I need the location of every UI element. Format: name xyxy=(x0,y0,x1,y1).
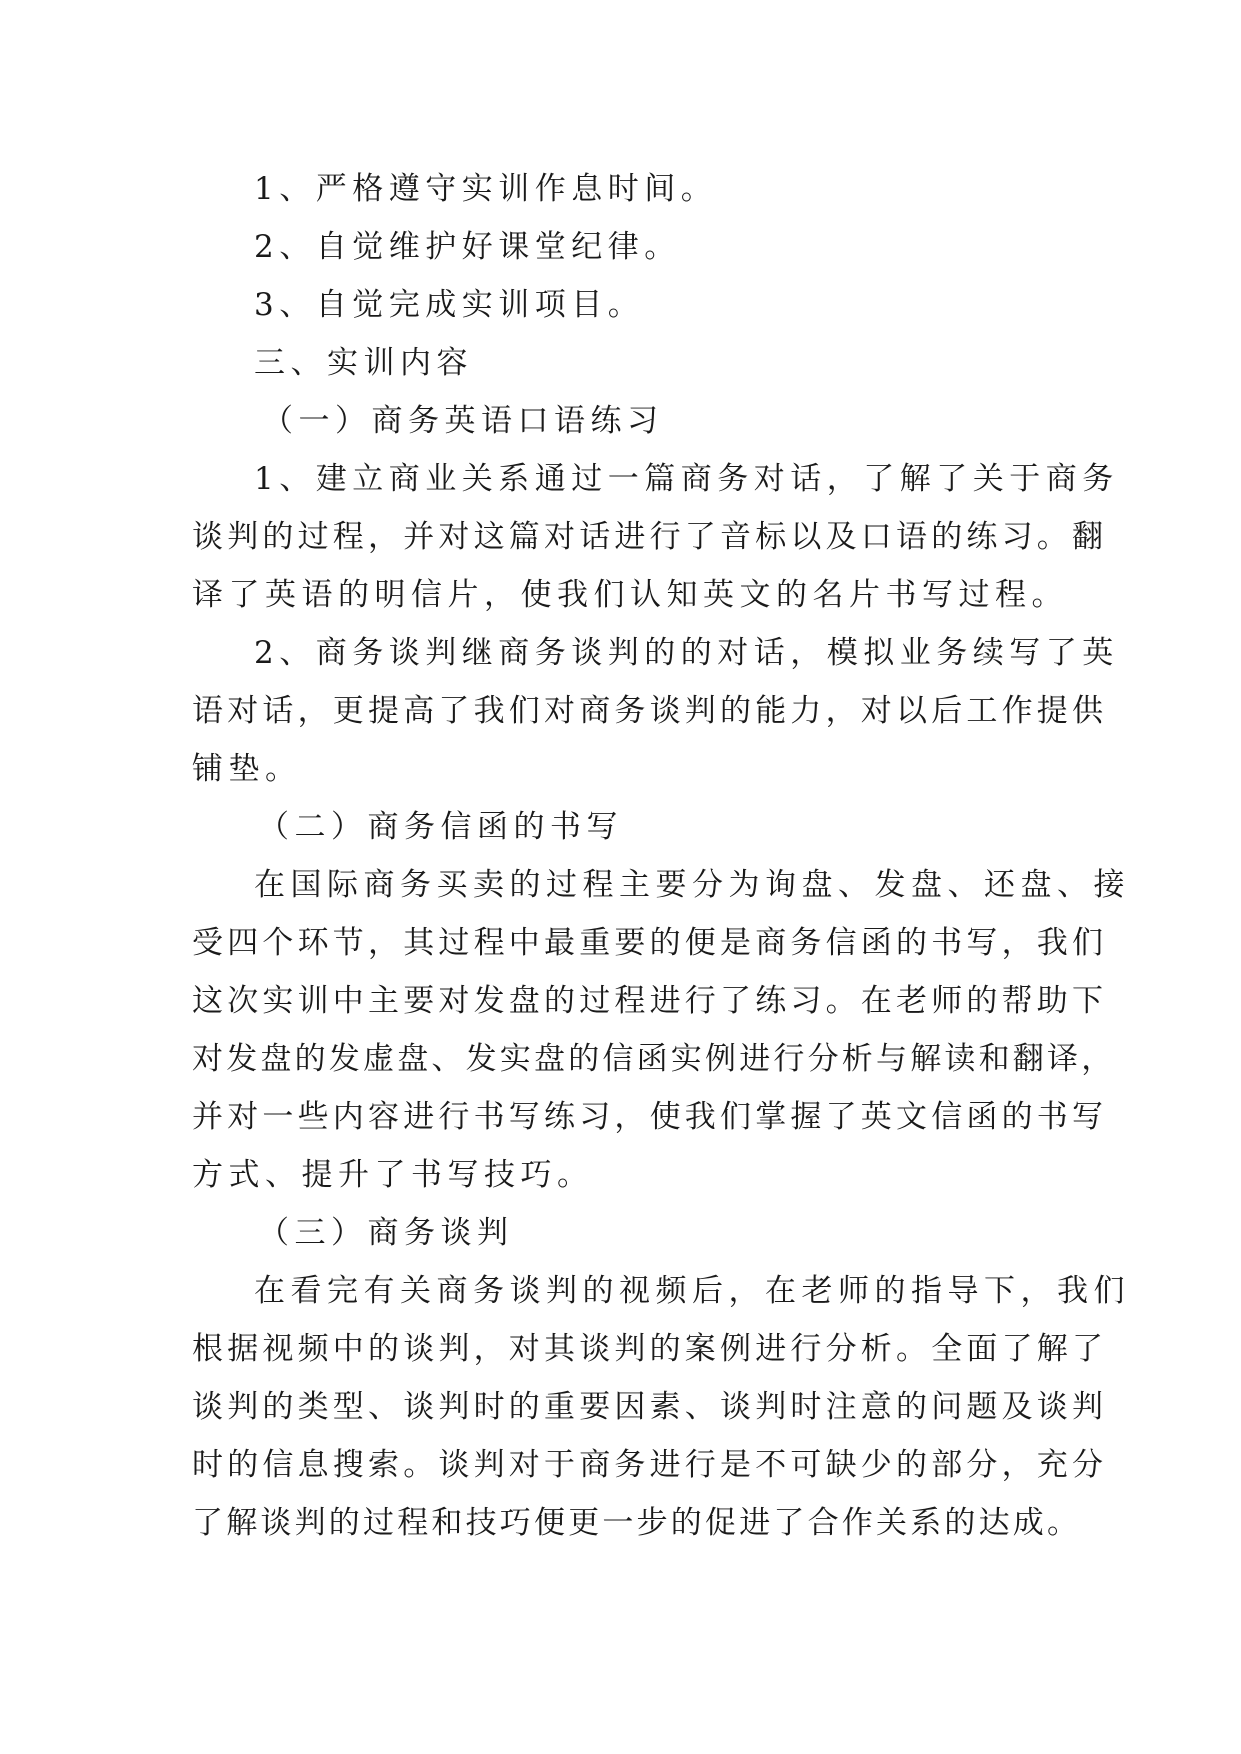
paragraph-line: 在国际商务买卖的过程主要分为询盘、发盘、还盘、接 xyxy=(254,867,1130,903)
document-body xyxy=(192,160,1130,1552)
paragraph-line: 谈判的过程，并对这篇对话进行了音标以及口语的练习。翻 xyxy=(192,519,1108,555)
paragraph-line: 这次实训中主要对发盘的过程进行了练习。在老师的帮助下 xyxy=(192,983,1108,1019)
paragraph-line: 译了英语的明信片，使我们认知英文的名片书写过程。 xyxy=(192,577,1068,613)
paragraph-line: 方式、提升了书写技巧。 xyxy=(192,1157,594,1193)
paragraph-line: 铺垫。 xyxy=(192,751,302,787)
rule-item: 1、严格遵守实训作息时间。 xyxy=(254,171,718,207)
paragraph-line: 2、商务谈判继商务谈判的的对话，模拟业务续写了英 xyxy=(254,635,1119,671)
subsection-heading-1: （一）商务英语口语练习 xyxy=(262,403,664,439)
paragraph-line: 并对一些内容进行书写练习，使我们掌握了英文信函的书写 xyxy=(192,1099,1108,1135)
paragraph-line: 根据视频中的谈判，对其谈判的案例进行分析。全面了解了 xyxy=(192,1331,1108,1367)
subsection-heading-3: （三）商务谈判 xyxy=(258,1215,514,1251)
paragraph-line: 时的信息搜索。谈判对于商务进行是不可缺少的部分，充分 xyxy=(192,1447,1108,1483)
subsection-heading-2: （二）商务信函的书写 xyxy=(258,809,623,845)
paragraph-line: 1、建立商业关系通过一篇商务对话，了解了关于商务 xyxy=(254,461,1119,497)
paragraph-line: 了解谈判的过程和技巧便更一步的促进了合作关系的达成。 xyxy=(192,1505,1082,1541)
paragraph-line: 在看完有关商务谈判的视频后，在老师的指导下，我们 xyxy=(254,1273,1130,1309)
rule-item: 2、自觉维护好课堂纪律。 xyxy=(254,229,681,265)
paragraph-line: 语对话，更提高了我们对商务谈判的能力，对以后工作提供 xyxy=(192,693,1108,729)
paragraph-line: 谈判的类型、谈判时的重要因素、谈判时注意的问题及谈判 xyxy=(192,1389,1108,1425)
rule-item: 3、自觉完成实训项目。 xyxy=(254,287,645,323)
paragraph-line: 对发盘的发虚盘、发实盘的信函实例进行分析与解读和翻译， xyxy=(192,1041,1116,1077)
section-heading: 三、实训内容 xyxy=(254,345,473,381)
paragraph-line: 受四个环节，其过程中最重要的便是商务信函的书写，我们 xyxy=(192,925,1108,961)
